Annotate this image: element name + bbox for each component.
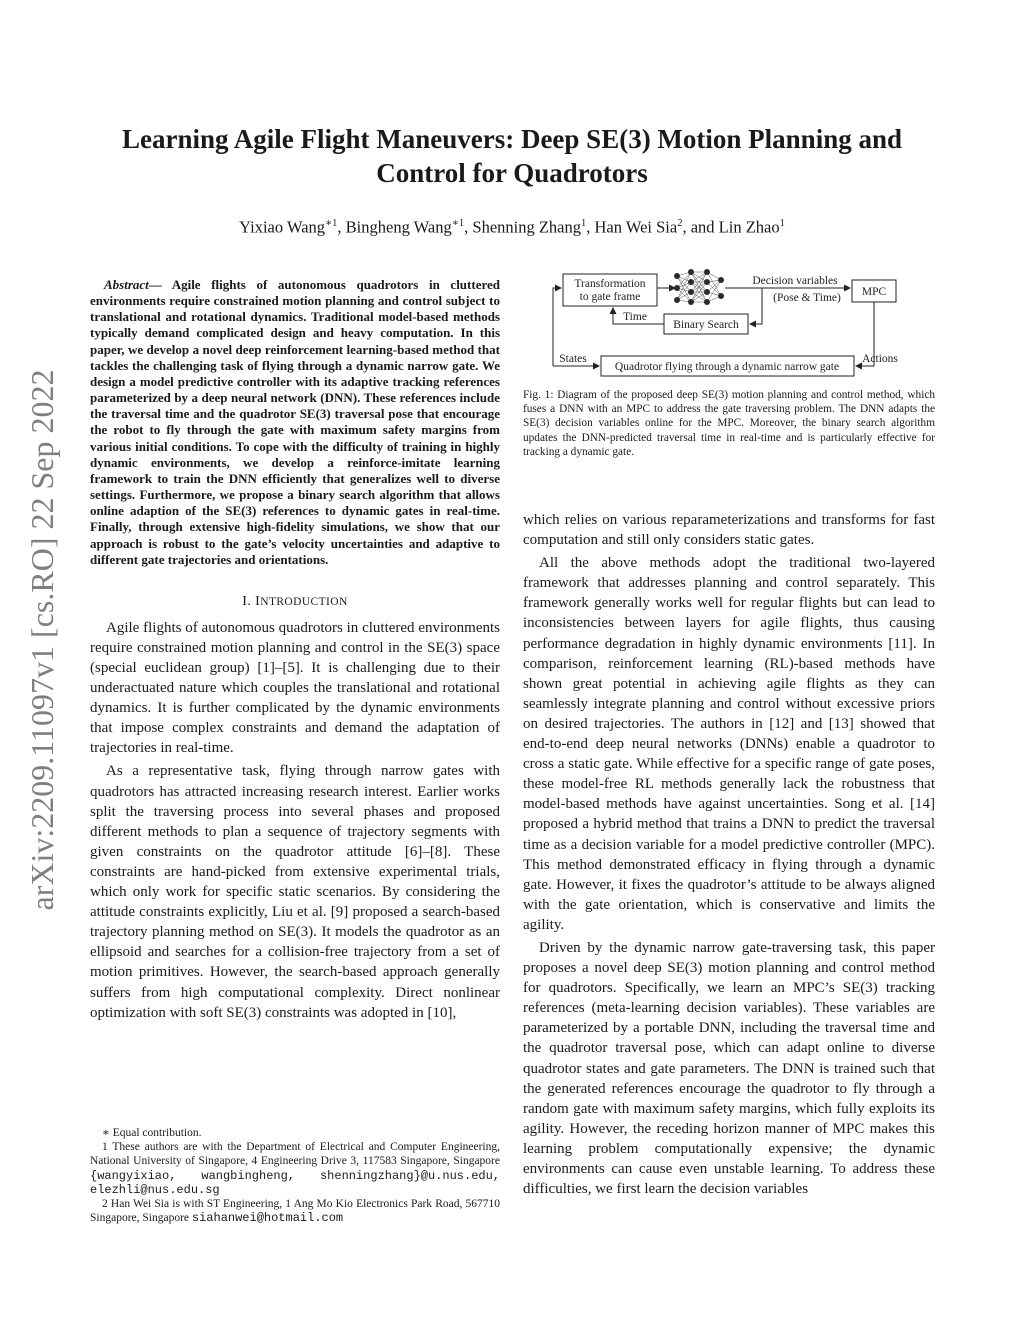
footnote-affiliation-1 <box>90 1140 500 1197</box>
body-paragraph: All the above methods adopt the traditional two-layered framework that addresses planning and control separately. This framework generally works well for regular flights but can lead to inconsistencies between layers for agile flights, thus causing performance degradation in highly dynamic environments [11]. In comparison, reinforcement learning (RL)-based methods have shown great potential in achieving agile flights as they can seamlessly integrate planning and control without excessive priors on desired trajectories. The authors in [12] and [13] showed that end-to-end deep neural networks (DNNs) enable a quadrotor to cross a static gate. While effective for a specific range of gate poses, these model-free RL methods generally lack the robustness that model-based methods have against uncertainties. Song et al. [14] proposed a hybrid method that trains a DNN to predict the traversal time as a decision variable for a model predictive controller (MPC). This method demonstrated efficacy in flying through a dynamic gate. However, it fixes the quadrotor’s attitude to be always aligned with the gate orientation, which is conservative and limits the agility. <box>523 555 935 933</box>
author-name: Lin Zhao <box>718 217 780 237</box>
author-conjunction: and <box>690 217 719 237</box>
paper-title: Learning Agile Flight Maneuvers: Deep SE(3) Motion Planning and Control for Quadrotors <box>121 124 903 188</box>
footnotes <box>90 1126 500 1225</box>
binary-search-label: Binary Search <box>673 319 739 331</box>
body-paragraph: Agile flights of autonomous quadrotors in cluttered environments require constrained motion planning and control in the SE(3) space (special euclidean group) [1]–[5]. It is challenging due to their underactuated nature which couples the translational and rotational dynamics. It is further complicated by the dynamic environments that impose complex constraints and demand the adaptation of trajectories in real-time. <box>90 619 500 757</box>
author-name: Bingheng Wang <box>345 217 452 237</box>
figure-caption: Fig. 1: Diagram of the proposed deep SE(3) motion planning and control method, which fuses a DNN with an MPC to address the gate traversing problem. The DNN adapts the SE(3) decision variables online for the MPC. Moreover, the binary search algorithm updates the DNN-predicted traversal time in real-time and is particularly effective for tracking a dynamic gate. <box>523 389 935 458</box>
footnote-emails: {wangyixiao, wangbingheng, shenningzhang}@u.nus.edu, elezhli@nus.edu.sg <box>90 1168 500 1197</box>
author-list: Yixiao Wang$^{∗1}$, Bingheng Wang$^{∗1}$, Shenning Zhang$^1$, Han Wei Sia$^2$, and Lin Zhao$^1$ <box>239 217 785 237</box>
footnote-text: 2 Han Wei Sia is with ST Engineering, 1 Ang Mo Kio Electronics Park Road, 567710 Singapore, Singapore <box>90 1198 500 1225</box>
figure-svg <box>545 268 901 380</box>
abstract <box>90 277 500 568</box>
footnote-affiliation-2 <box>90 1197 500 1225</box>
author-name: Han Wei Sia <box>594 217 678 237</box>
body-paragraph: As a representative task, flying through narrow gates with quadrotors has attracted increasing research interest. Earlier works split the traversing process into several phases and proposed different methods to plan a sequence of trajectory segments with given constraints on the quadrotor attitude [6]–[8]. These constraints are hand-picked from extensive experimental trials, which only work for specific static scenarios. By considering the attitude constraints explicitly, Liu et al. [9] proposed a search-based trajectory planning method on SE(3). It models the quadrotor as an ellipsoid and searches for a collision-free trajectory from a set of motion primitives. However, the search-based approach generally suffers from high computational complexity. Direct nonlinear optimization with soft SE(3) constraints was adopted in [10], <box>90 763 500 1021</box>
transform-box-label-line2: to gate frame <box>579 291 641 303</box>
footnote-email: siahanwei@hotmail.com <box>191 1211 344 1226</box>
dnn-network-icon <box>674 269 724 305</box>
states-label: States <box>559 353 587 365</box>
footnote-text: 1 These authors are with the Department of Electrical and Computer Engineering, National University of Singapore, 4 Engineering Drive 3, 117583 Singapore, Singapore <box>90 1141 500 1168</box>
transform-box-label-line1: Transformation <box>574 278 646 290</box>
author-affiliation-mark: 2 <box>677 218 683 229</box>
left-column <box>90 277 500 1026</box>
right-column <box>523 510 935 1202</box>
arxiv-identifier: arXiv:2209.11097v1 [cs.RO] 22 Sep 2022 <box>24 369 60 911</box>
figure-diagram <box>545 268 901 380</box>
author-affiliation-mark: 1 <box>779 218 785 229</box>
abstract-text: — Agile flights of autonomous quadrotors in cluttered environments require constrained motion planning and control subject to translational and rotational dynamics. Traditional model-based methods typically demand complicated design and heavy computation. In this paper, we develop a novel deep reinforcement learning-based method that tackles the challenging task of flying through a dynamic narrow gate. We design a model predictive controller with its adaptive tracking references parameterized by a deep neural network (DNN). These references include the traversal time and the quadrotor SE(3) traversal pose that encourage the robot to fly through the gate with maximum safety margins from various initial conditions. To cope with the difficulty of training in highly dynamic environments, we develop a reinforce-imitate learning framework to train the DNN efficiently that generalizes well to diverse settings. Furthermore, we propose a binary search algorithm that allows online adaption of the SE(3) references to dynamic gates in real-time. Finally, through extensive high-fidelity simulations, we show that our approach is robust to the gate’s velocity uncertainties and adaptive to different gate trajectories and orientations. <box>90 277 500 567</box>
footnote-equal-contribution: ∗ Equal contribution. <box>102 1127 202 1139</box>
body-paragraph: which relies on various reparameterizations and transforms for fast computation and still only considers static gates. <box>523 512 935 549</box>
actions-label: Actions <box>862 353 898 365</box>
pose-time-label: (Pose & Time) <box>773 292 841 304</box>
section-number: I. I <box>242 593 261 609</box>
body-paragraph: Driven by the dynamic narrow gate-traversing task, this paper proposes a novel deep SE(3) motion planning and control method for quadrotors. Specifically, we learn an MPC’s SE(3) tracking references (meta-learning decision variables). These variables are parameterized by a portable DNN, including the traversal time and the quadrotor traversal pose, which can adapt online to diverse quadrotor states and gate parameters. The DNN is trained such that the generated references encourage the quadrotor to fly through a random gate with maximum safety margins, which fully exploits its agility. However, the receding horizon manner of MPC makes this learning problem computationally expensive; the dynamic environments can cause even unstable learning. To address these difficulties, we first learn the decision variables <box>523 939 935 1198</box>
quadrotor-box-label: Quadrotor flying through a dynamic narrow gate <box>614 361 840 373</box>
abstract-label: Abstract <box>104 277 149 292</box>
time-label: Time <box>623 311 647 323</box>
section-heading <box>90 594 500 610</box>
section-title: NTRODUCTION <box>260 595 348 608</box>
decision-variables-label: Decision variables <box>752 275 838 287</box>
author-name: Yixiao Wang <box>239 217 326 237</box>
mpc-label: MPC <box>861 286 887 298</box>
author-affiliation-mark: ∗1 <box>451 218 465 229</box>
author-affiliation-mark: 1 <box>581 218 587 229</box>
author-affiliation-mark: ∗1 <box>325 218 338 229</box>
author-name: Shenning Zhang <box>472 217 582 237</box>
